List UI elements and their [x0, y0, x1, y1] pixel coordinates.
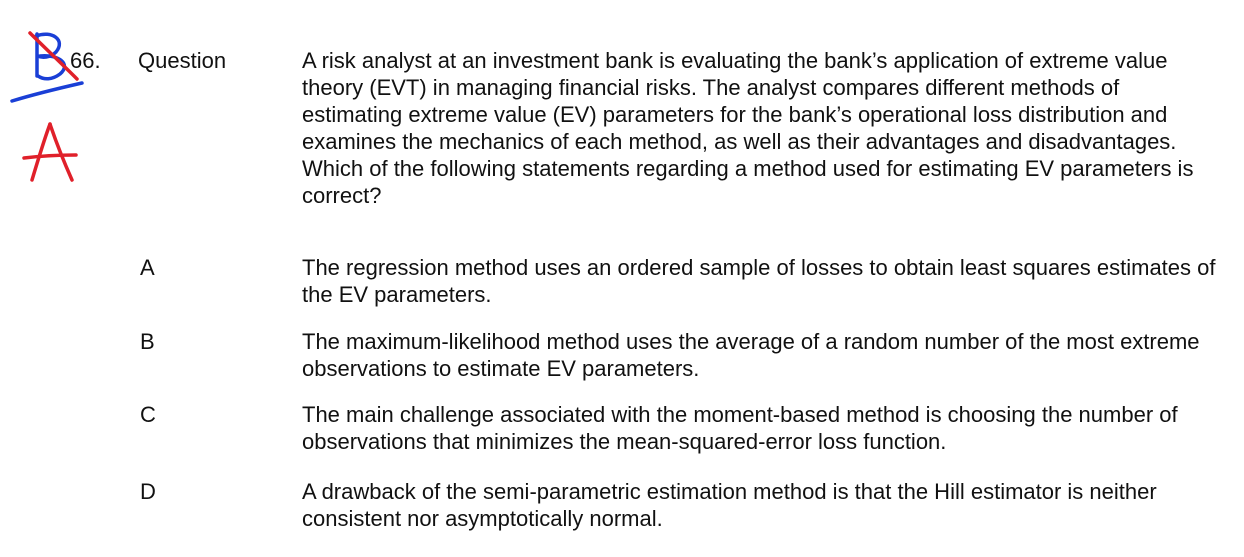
option-c-text: The main challenge associated with the moment-based method is choosing the number of observations that minimizes the mean-squared-error loss function.: [302, 402, 1178, 454]
question-text: A risk analyst at an investment bank is evaluating the bank’s application of extreme value theory (EVT) in managing financial risks. The analyst compares different methods of estimating extreme value (EV) parameters for the bank’s operational loss distribution and examines the mechanics of each method, as well as their advantages and disadvantages. Which of the following statements regarding a method used for estimating EV parameters is correct?: [302, 48, 1194, 208]
option-a-text: The regression method uses an ordered sample of losses to obtain least squares estimates of the EV parameters.: [302, 255, 1216, 307]
handwritten-annotation: [0, 0, 120, 200]
option-b-text: The maximum-likelihood method uses the average of a random number of the most extreme observations to estimate EV parameters.: [302, 329, 1200, 381]
option-a-letter: A: [140, 255, 155, 280]
question-label: Question: [138, 48, 227, 73]
question-number: 66.: [70, 48, 101, 73]
option-b-letter: B: [140, 329, 155, 354]
option-d-letter: D: [140, 479, 156, 504]
handwritten-a-mark: [24, 124, 76, 180]
option-c-letter: C: [140, 402, 156, 427]
option-d-text: A drawback of the semi-parametric estimation method is that the Hill estimator is neither consistent nor asymptotically normal.: [302, 479, 1157, 531]
